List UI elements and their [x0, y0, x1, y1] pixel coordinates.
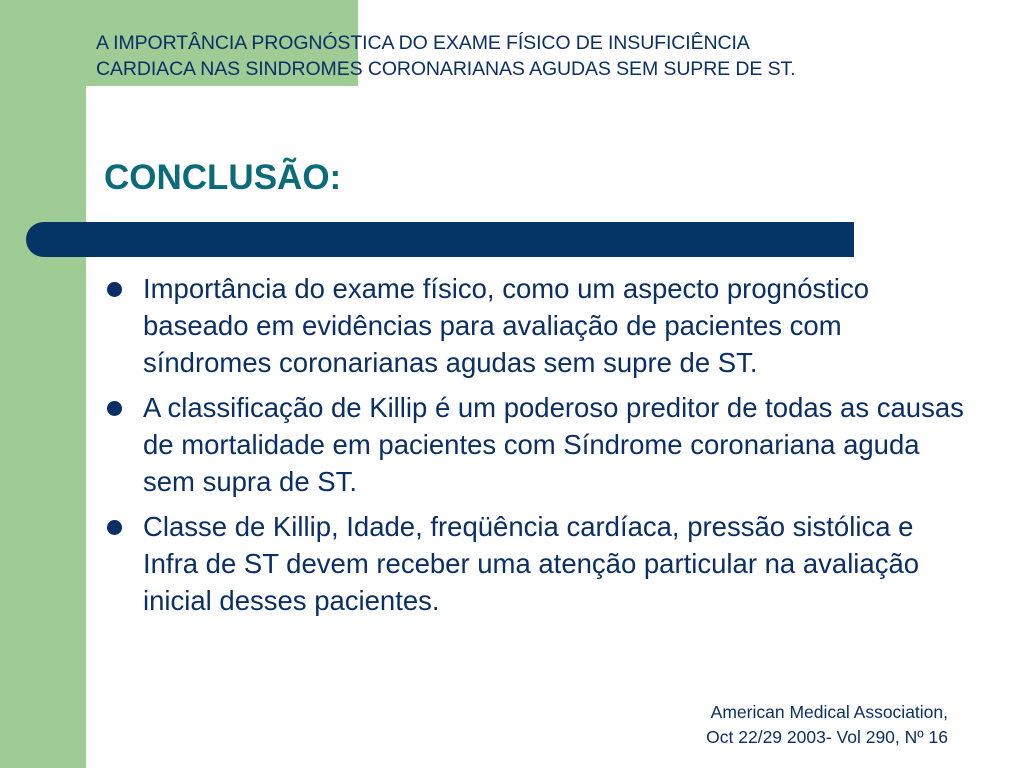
bullet-text: A classificação de Killip é um poderoso preditor de todas as causas de mortalidade em pacientes com Síndrome coronariana aguda sem supra de ST. [143, 392, 964, 497]
bullet-item [104, 508, 964, 619]
bullet-dot-icon [107, 401, 122, 416]
left-green-band [0, 0, 86, 768]
title-underline-bar [26, 222, 854, 257]
reference-citation [706, 700, 948, 750]
reference-line-1: American Medical Association, [710, 702, 948, 722]
slide-title: CONCLUSÃO: [104, 158, 342, 197]
slide-header-line-2: CARDIACA NAS SINDROMES CORONARIANAS AGUDAS SEM SUPRE DE ST. [96, 58, 796, 80]
bullet-item [104, 389, 964, 500]
content-rounded-corner [86, 86, 166, 166]
bullet-dot-icon [107, 520, 122, 535]
reference-line-2: Oct 22/29 2003- Vol 290, Nº 16 [706, 727, 948, 747]
bullet-text: Importância do exame físico, como um aspecto prognóstico baseado em evidências para avaliação de pacientes com síndromes coronarianas agudas sem supre de ST. [143, 273, 870, 378]
bullet-text: Classe de Killip, Idade, freqüência cardíaca, pressão sistólica e Infra de ST devem receber uma atenção particular na avaliação inicial desses pacientes. [143, 511, 920, 616]
slide-header-line-1: A IMPORTÂNCIA PROGNÓSTICA DO EXAME FÍSICO DE INSUFICIÊNCIA [96, 32, 750, 54]
bullet-dot-icon [107, 282, 122, 297]
bullet-item [104, 270, 964, 381]
bullet-list [104, 270, 964, 627]
slide-header [96, 30, 996, 82]
